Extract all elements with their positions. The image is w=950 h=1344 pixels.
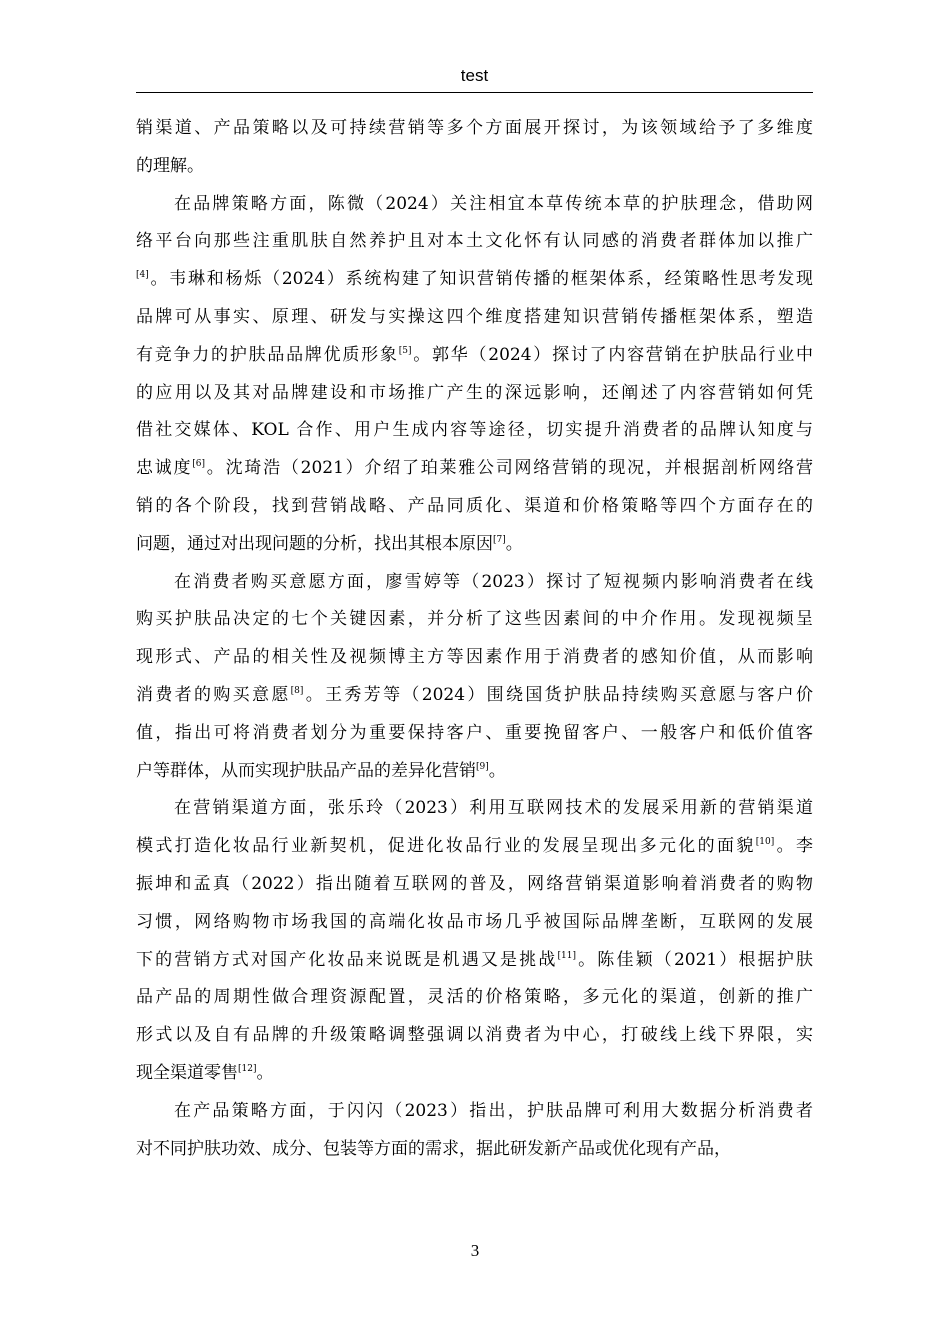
text-line	[136, 564, 813, 602]
text-line	[136, 261, 813, 299]
text-segment: 。韦琳和杨烁（2024）系统构建了知识营销传播的框架体系，经策略性思考发现	[148, 269, 813, 290]
paragraph	[136, 186, 813, 564]
text-line	[136, 223, 813, 261]
text-segment: 对不同护肤功效、成分、包装等方面的需求，据此研发新产品或优化现有产品，	[136, 1138, 731, 1159]
text-line	[136, 715, 813, 753]
text-segment: 的应用以及其对品牌建设和市场推广产生的深远影响，还阐述了内容营销如何凭	[136, 382, 813, 403]
text-segment: 振坤和孟真（2022）指出随着互联网的普及，网络营销渠道影响着消费者的购物	[136, 873, 813, 894]
text-line	[136, 601, 813, 639]
text-segment: 。	[505, 533, 523, 554]
text-segment: 。	[256, 1062, 274, 1083]
text-segment: 销渠道、产品策略以及可持续营销等多个方面展开探讨，为该领域给予了多维度	[136, 118, 813, 138]
text-line	[136, 1093, 813, 1131]
text-segment: 品牌可从事实、原理、研发与实操这四个维度搭建知识营销传播框架体系，塑造	[136, 306, 813, 327]
text-segment: 现形式、产品的相关性及视频博主方等因素作用于消费者的感知价值，从而影响	[136, 647, 813, 668]
citation-ref: [4]	[136, 270, 149, 281]
page-number: 3	[470, 1241, 480, 1260]
text-segment: 问题，通过对出现问题的分析，找出其根本原因	[136, 533, 493, 554]
text-line	[136, 450, 813, 488]
citation-ref: [9]	[476, 761, 489, 772]
text-segment: 络平台向那些注重肌肤自然养护且对本土文化怀有认同感的消费者群体加以推广	[136, 231, 813, 252]
text-line	[136, 1017, 813, 1055]
text-segment: 形式以及自有品牌的升级策略调整强调以消费者为中心，打破线上线下界限，实	[136, 1025, 813, 1046]
text-line	[136, 526, 813, 564]
citation-ref: [12]	[238, 1063, 257, 1074]
text-segment: 消费者的购买意愿	[136, 684, 291, 705]
text-segment: 。	[488, 760, 506, 781]
text-line	[136, 299, 813, 337]
text-line	[136, 337, 813, 375]
text-segment: 购买护肤品决定的七个关键因素，并分析了这些因素间的中介作用。发现视频呈	[136, 609, 813, 630]
text-segment: 。李	[774, 836, 814, 857]
text-segment: 在营销渠道方面，张乐玲（2023）利用互联网技术的发展采用新的营销渠道	[174, 798, 813, 819]
text-line	[136, 1055, 813, 1093]
text-line	[136, 753, 813, 791]
text-segment: 。沈琦浩（2021）介绍了珀莱雅公司网络营销的现况，并根据剖析网络营	[205, 458, 814, 479]
citation-ref: [10]	[755, 837, 775, 848]
text-line	[136, 979, 813, 1017]
paragraph	[136, 790, 813, 1092]
text-segment: 借社交媒体、KOL 合作、用户生成内容等途径，切实提升消费者的品牌认知度与	[136, 420, 813, 441]
text-line	[136, 942, 813, 980]
text-segment: 的理解。	[136, 155, 204, 176]
text-segment: 值，指出可将消费者划分为重要保持客户、重要挽留客户、一般客户和低价值客	[136, 722, 813, 743]
text-line	[136, 828, 813, 866]
citation-ref: [11]	[557, 950, 576, 961]
text-segment: 。郭华（2024）探讨了内容营销在护肤品行业中	[411, 344, 814, 365]
text-segment: 品产品的周期性做合理资源配置，灵活的价格策略，多元化的渠道，创新的推广	[136, 987, 813, 1008]
citation-ref: [8]	[290, 685, 304, 696]
header-title: test	[460, 66, 489, 85]
text-line	[136, 110, 813, 148]
text-segment: 。王秀芳等（2024）围绕国货护肤品持续购买意愿与客户价	[303, 684, 814, 705]
text-line	[136, 412, 813, 450]
text-line	[136, 790, 813, 828]
text-segment: 销的各个阶段，找到营销战略、产品同质化、渠道和价格策略等四个方面存在的	[136, 495, 813, 516]
document-body	[136, 110, 813, 1168]
text-line	[136, 639, 813, 677]
text-segment: 忠诚度	[136, 458, 193, 479]
text-line	[136, 375, 813, 413]
text-line	[136, 1131, 813, 1169]
text-segment: 。陈佳颖（2021）根据护肤	[575, 949, 813, 970]
text-line	[136, 904, 813, 942]
citation-ref: [5]	[398, 345, 412, 356]
page-header	[136, 62, 813, 93]
text-segment: 户等群体，从而实现护肤品产品的差异化营销	[136, 760, 476, 781]
text-line	[136, 488, 813, 526]
text-line	[136, 186, 813, 224]
text-segment: 在消费者购买意愿方面，廖雪婷等（2023）探讨了短视频内影响消费者在线	[174, 571, 813, 592]
text-line	[136, 866, 813, 904]
text-segment: 模式打造化妆品行业新契机，促进化妆品行业的发展呈现出多元化的面貌	[136, 836, 756, 857]
text-line	[136, 148, 813, 186]
text-segment: 在产品策略方面，于闪闪（2023）指出，护肤品牌可利用大数据分析消费者	[174, 1100, 813, 1121]
citation-ref: [7]	[493, 534, 506, 545]
paragraph	[136, 1093, 813, 1169]
paragraph	[136, 564, 813, 791]
text-segment: 下的营销方式对国产化妆品来说既是机遇又是挑战	[136, 949, 558, 970]
paragraph	[136, 110, 813, 186]
citation-ref: [6]	[192, 459, 206, 470]
text-segment: 现全渠道零售	[136, 1062, 238, 1083]
text-line	[136, 677, 813, 715]
text-segment: 有竞争力的护肤品品牌优质形象	[136, 344, 399, 365]
text-segment: 在品牌策略方面，陈微（2024）关注相宜本草传统本草的护肤理念，借助网	[174, 193, 813, 214]
text-segment: 习惯，网络购物市场我国的高端化妆品市场几乎被国际品牌垄断，互联网的发展	[136, 911, 813, 932]
